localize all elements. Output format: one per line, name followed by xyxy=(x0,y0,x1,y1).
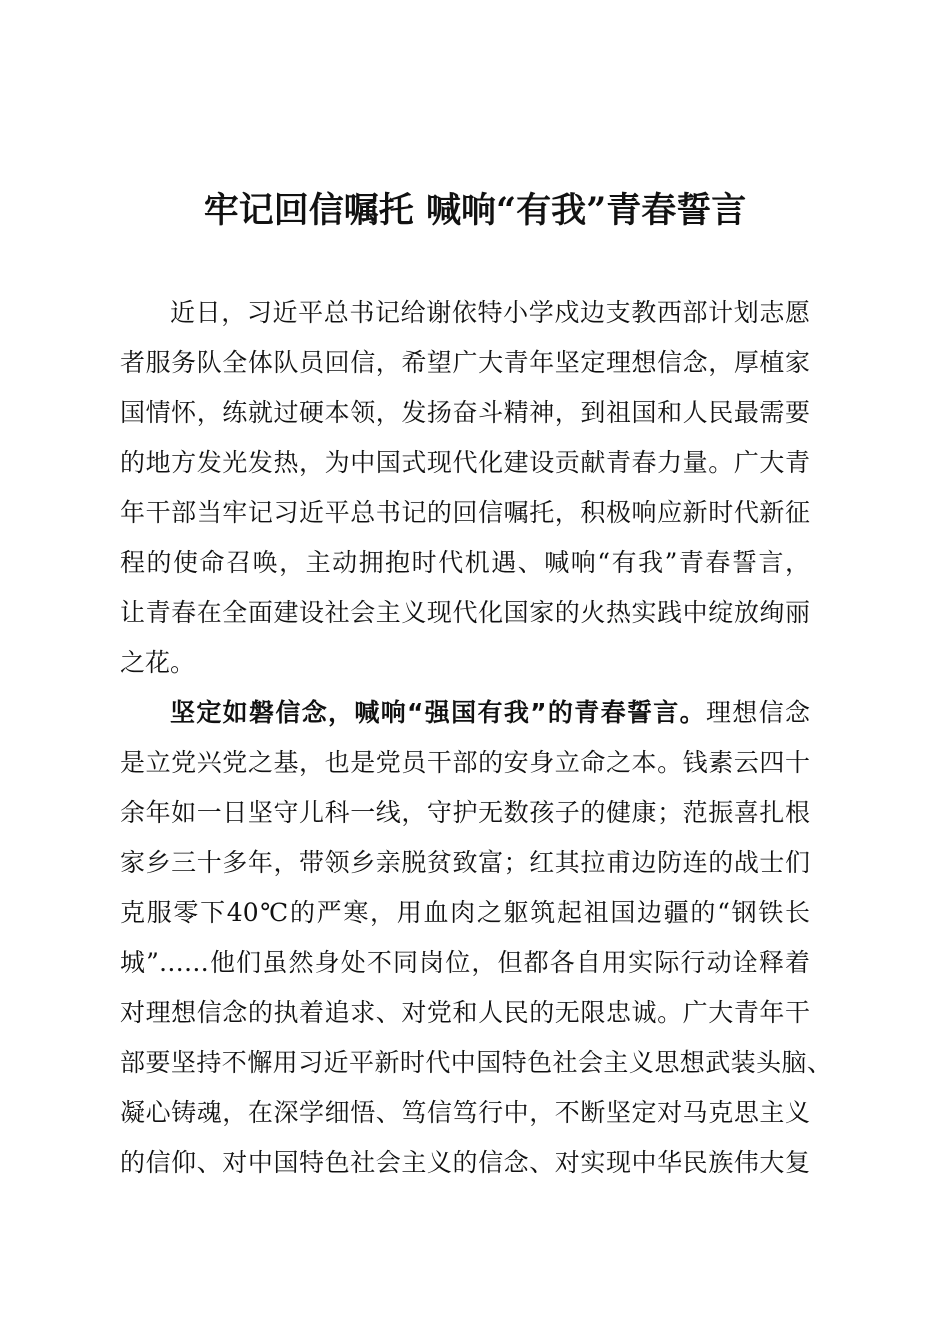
paragraph-2-line-6: 城”……他们虽然身处不同岗位，但都各自用实际行动诠释着 xyxy=(120,948,810,977)
paragraph-2-line-5: 克服零下40℃的严寒，用血肉之躯筑起祖国边疆的“钢铁长 xyxy=(120,898,810,927)
paragraph-2-line-2: 是立党兴党之基，也是党员干部的安身立命之本。钱素云四十 xyxy=(120,748,810,777)
paragraph-2-line-7: 对理想信念的执着追求、对党和人民的无限忠诚。广大青年干 xyxy=(120,998,810,1027)
paragraph-2-line-1-rest: 理想信念 xyxy=(705,698,810,727)
paragraph-1-line-6: 程的使命召唤，主动拥抱时代机遇、喊响“有我”青春誓言， xyxy=(120,548,810,577)
paragraph-1-line-2: 者服务队全体队员回信，希望广大青年坚定理想信念，厚植家 xyxy=(120,348,810,377)
paragraph-1-line-5: 年干部当牢记习近平总书记的回信嘱托，积极响应新时代新征 xyxy=(120,498,810,527)
paragraph-1-line-4: 的地方发光发热，为中国式现代化建设贡献青春力量。广大青 xyxy=(120,448,810,477)
paragraph-1-line-8: 之花。 xyxy=(120,648,196,677)
paragraph-2-line-9: 凝心铸魂，在深学细悟、笃信笃行中，不断坚定对马克思主义 xyxy=(120,1098,810,1127)
paragraph-2-line-8: 部要坚持不懈用习近平新时代中国特色社会主义思想武装头脑、 xyxy=(120,1048,832,1077)
paragraph-2-line-3: 余年如一日坚守儿科一线，守护无数孩子的健康；范振喜扎根 xyxy=(120,798,810,827)
paragraph-1-line-7: 让青春在全面建设社会主义现代化国家的火热实践中绽放绚丽 xyxy=(120,598,810,627)
paragraph-2-line-4: 家乡三十多年，带领乡亲脱贫致富；红其拉甫边防连的战士们 xyxy=(120,848,810,877)
paragraph-1-line-1: 近日，习近平总书记给谢依特小学戍边支教西部计划志愿 xyxy=(170,298,810,327)
paragraph-2-line-10: 的信仰、对中国特色社会主义的信念、对实现中华民族伟大复 xyxy=(120,1148,810,1177)
paragraph-1-line-3: 国情怀，练就过硬本领，发扬奋斗精神，到祖国和人民最需要 xyxy=(120,398,810,427)
document-title: 牢记回信嘱托 喊响“有我”青春誓言 xyxy=(203,190,747,231)
paragraph-2-heading: 坚定如磐信念，喊响“强国有我”的青春誓言。 xyxy=(170,698,706,727)
paragraph-2-line-1 xyxy=(170,693,810,733)
